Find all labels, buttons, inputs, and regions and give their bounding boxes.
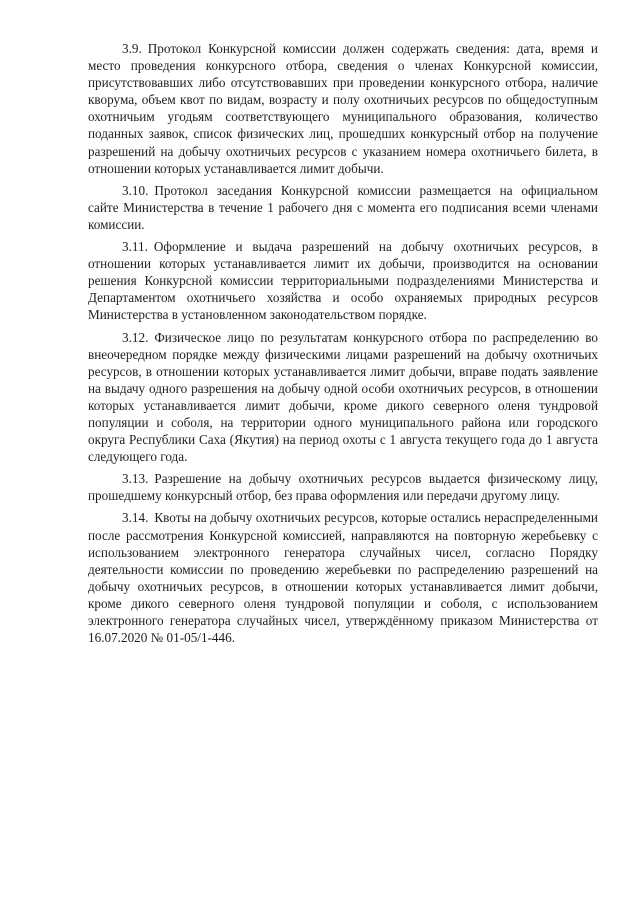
paragraph-text: Протокол заседания Конкурсной комиссии размещается на официальном сайте Министерства в течение 1 рабочего дня с момента его подписания всеми членами комиссии. — [88, 182, 598, 232]
paragraph-text: Квоты на добычу охотничьих ресурсов, которые остались нераспределенными после рассмотрения Конкурсной комиссией, направляются на повторную жеребьевку с использованием электронного генератора случайных чисел, согласно Порядку деятельности комиссии по проведению жеребьевки по распределению разрешений на добычу охотничьих ресурсов, в отношении которых устанавливается лимит добычи, кроме дикого северного оленя тундровой популяции и соболя, с использованием электронного генератора случайных чисел, утверждённому приказом Министерства от 16.07.2020 № 01-05/1-446. — [88, 510, 598, 646]
paragraph-3-11 — [88, 238, 598, 323]
paragraph-number: 3.13. — [122, 471, 149, 487]
paragraph-number: 3.11. — [122, 239, 148, 255]
paragraph-3-9 — [88, 40, 598, 177]
paragraph-text: Протокол Конкурсной комиссии должен содержать сведения: дата, время и место проведения конкурсного отбора, сведения о членах Конкурсной комиссии, присутствовавших либо отсутствовавших при проведении конкурсного отбора, наличие кворума, объем квот по видам, возрасту и полу охотничьих ресурсов по общедоступным охотничьим угодьям соответствующего муниципального образования, количество поданных заявок, список физических лиц, прошедших конкурсный отбор на получение разрешений на добычу охотничьих ресурсов с указанием номера охотничьего билета, в отношении которых устанавливается лимит добычи. — [88, 41, 598, 176]
paragraph-number: 3.10. — [122, 182, 149, 198]
paragraph-number: 3.12. — [122, 329, 149, 345]
paragraph-text: Физическое лицо по результатам конкурсного отбора по распределению во внеочередном порядке между физическими лицами разрешений на добычу охотничьих ресурсов, в отношении которых устанавливается лимит добычи, вправе подать заявление на выдачу одного разрешения на добычу одной особи охотничьих ресурсов, в отношении которых устанавливается лимит добычи, кроме дикого северного оленя тундровой популяции и соболя, на территории одного муниципального района или городского округа Республики Саха (Якутия) на период охоты с 1 августа текущего года до 1 августа следующего года. — [88, 329, 598, 465]
paragraph-3-12 — [88, 329, 598, 466]
paragraph-number: 3.14. — [122, 510, 149, 526]
paragraph-3-10 — [88, 182, 598, 233]
paragraph-number: 3.9. — [122, 41, 142, 56]
paragraph-3-13 — [88, 470, 598, 504]
paragraph-3-14 — [88, 509, 598, 646]
paragraph-text: Оформление и выдача разрешений на добычу охотничьих ресурсов, в отношении которых устанавливается лимит их добычи, производится на основании решения Конкурсной комиссии территориальными подразделениями Министерства и Департаментом охотничьего хозяйства и особо охраняемых природных ресурсов Министерства в установленном законодательством порядке. — [88, 239, 598, 323]
document-body — [88, 40, 598, 651]
paragraph-text: Разрешение на добычу охотничьих ресурсов выдается физическому лицу, прошедшему конкурсный отбор, без права оформления или передачи другому лицу. — [88, 471, 598, 504]
